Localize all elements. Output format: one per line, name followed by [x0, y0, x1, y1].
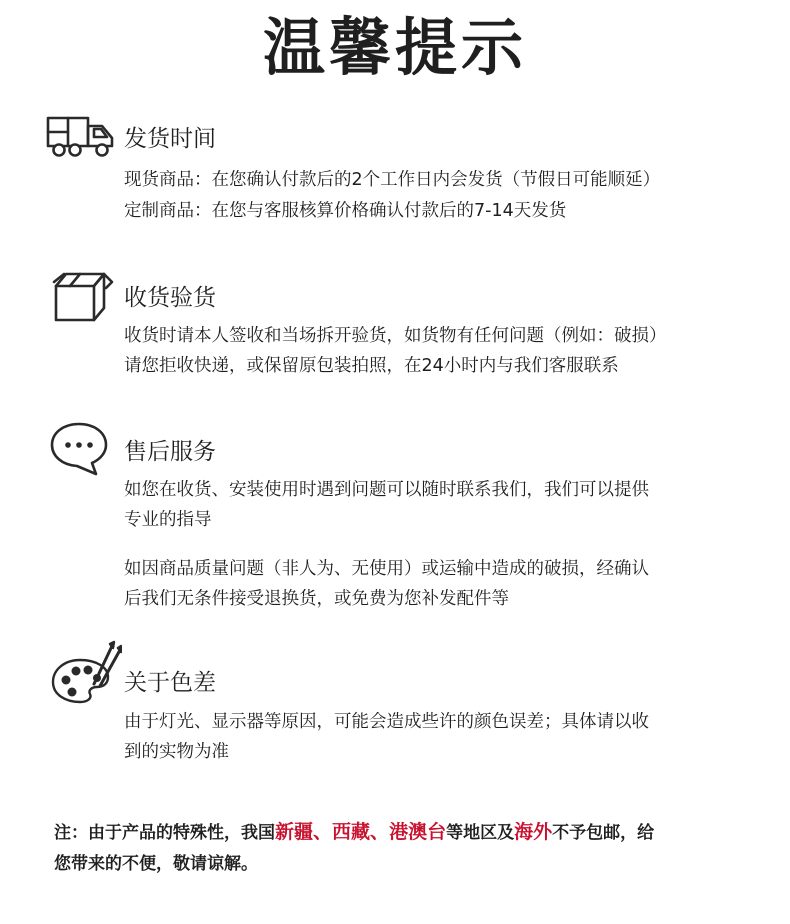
package-box-icon [50, 270, 114, 324]
note-mid: 等地区及 [446, 823, 515, 843]
after-sales-line-4: 后我们无条件接受退换货，或免费为您补发配件等 [124, 589, 509, 609]
note-region-overseas: 海外 [514, 821, 553, 843]
section-title-after-sales: 售后服务 [124, 439, 216, 465]
section-title-color-difference: 关于色差 [124, 670, 216, 696]
shipping-note [54, 819, 654, 846]
color-line-1: 由于灯光、显示器等原因，可能会造成些许的颜色误差；具体请以收 [124, 712, 649, 732]
shipping-note-line-2: 您带来的不便，敬请谅解。 [54, 854, 258, 874]
note-region-xinjiang: 新疆 [275, 821, 314, 843]
note-region-hk-macau-taiwan: 港澳台 [389, 821, 447, 843]
shipping-line-1: 现货商品：在您确认付款后的2个工作日内会发货（节假日可能顺延） [124, 170, 661, 190]
note-separator: 、 [313, 821, 333, 843]
after-sales-line-3: 如因商品质量问题（非人为、无使用）或运输中造成的破损，经确认 [124, 559, 649, 579]
delivery-truck-icon [44, 112, 116, 160]
after-sales-line-1: 如您在收货、安装使用时遇到问题可以随时联系我们，我们可以提供 [124, 480, 649, 500]
chat-bubble-icon [48, 420, 110, 476]
page-title: 温馨提示 [262, 11, 527, 84]
color-line-2: 到的实物为准 [124, 742, 229, 762]
palette-brush-icon [50, 640, 122, 706]
section-title-shipping: 发货时间 [124, 126, 216, 152]
note-prefix: 注：由于产品的特殊性，我国 [54, 823, 275, 843]
shipping-line-2: 定制商品：在您与客服核算价格确认付款后的7-14天发货 [124, 201, 567, 221]
note-separator: 、 [370, 821, 390, 843]
note-region-tibet: 西藏 [332, 821, 371, 843]
after-sales-line-2: 专业的指导 [124, 510, 212, 530]
receiving-line-1: 收货时请本人签收和当场拆开验货，如货物有任何问题（例如：破损） [124, 326, 667, 346]
note-suffix: 不予包邮，给 [552, 823, 655, 843]
receiving-line-2: 请您拒收快递，或保留原包装拍照，在24小时内与我们客服联系 [124, 356, 619, 376]
section-title-receiving: 收货验货 [124, 285, 216, 311]
